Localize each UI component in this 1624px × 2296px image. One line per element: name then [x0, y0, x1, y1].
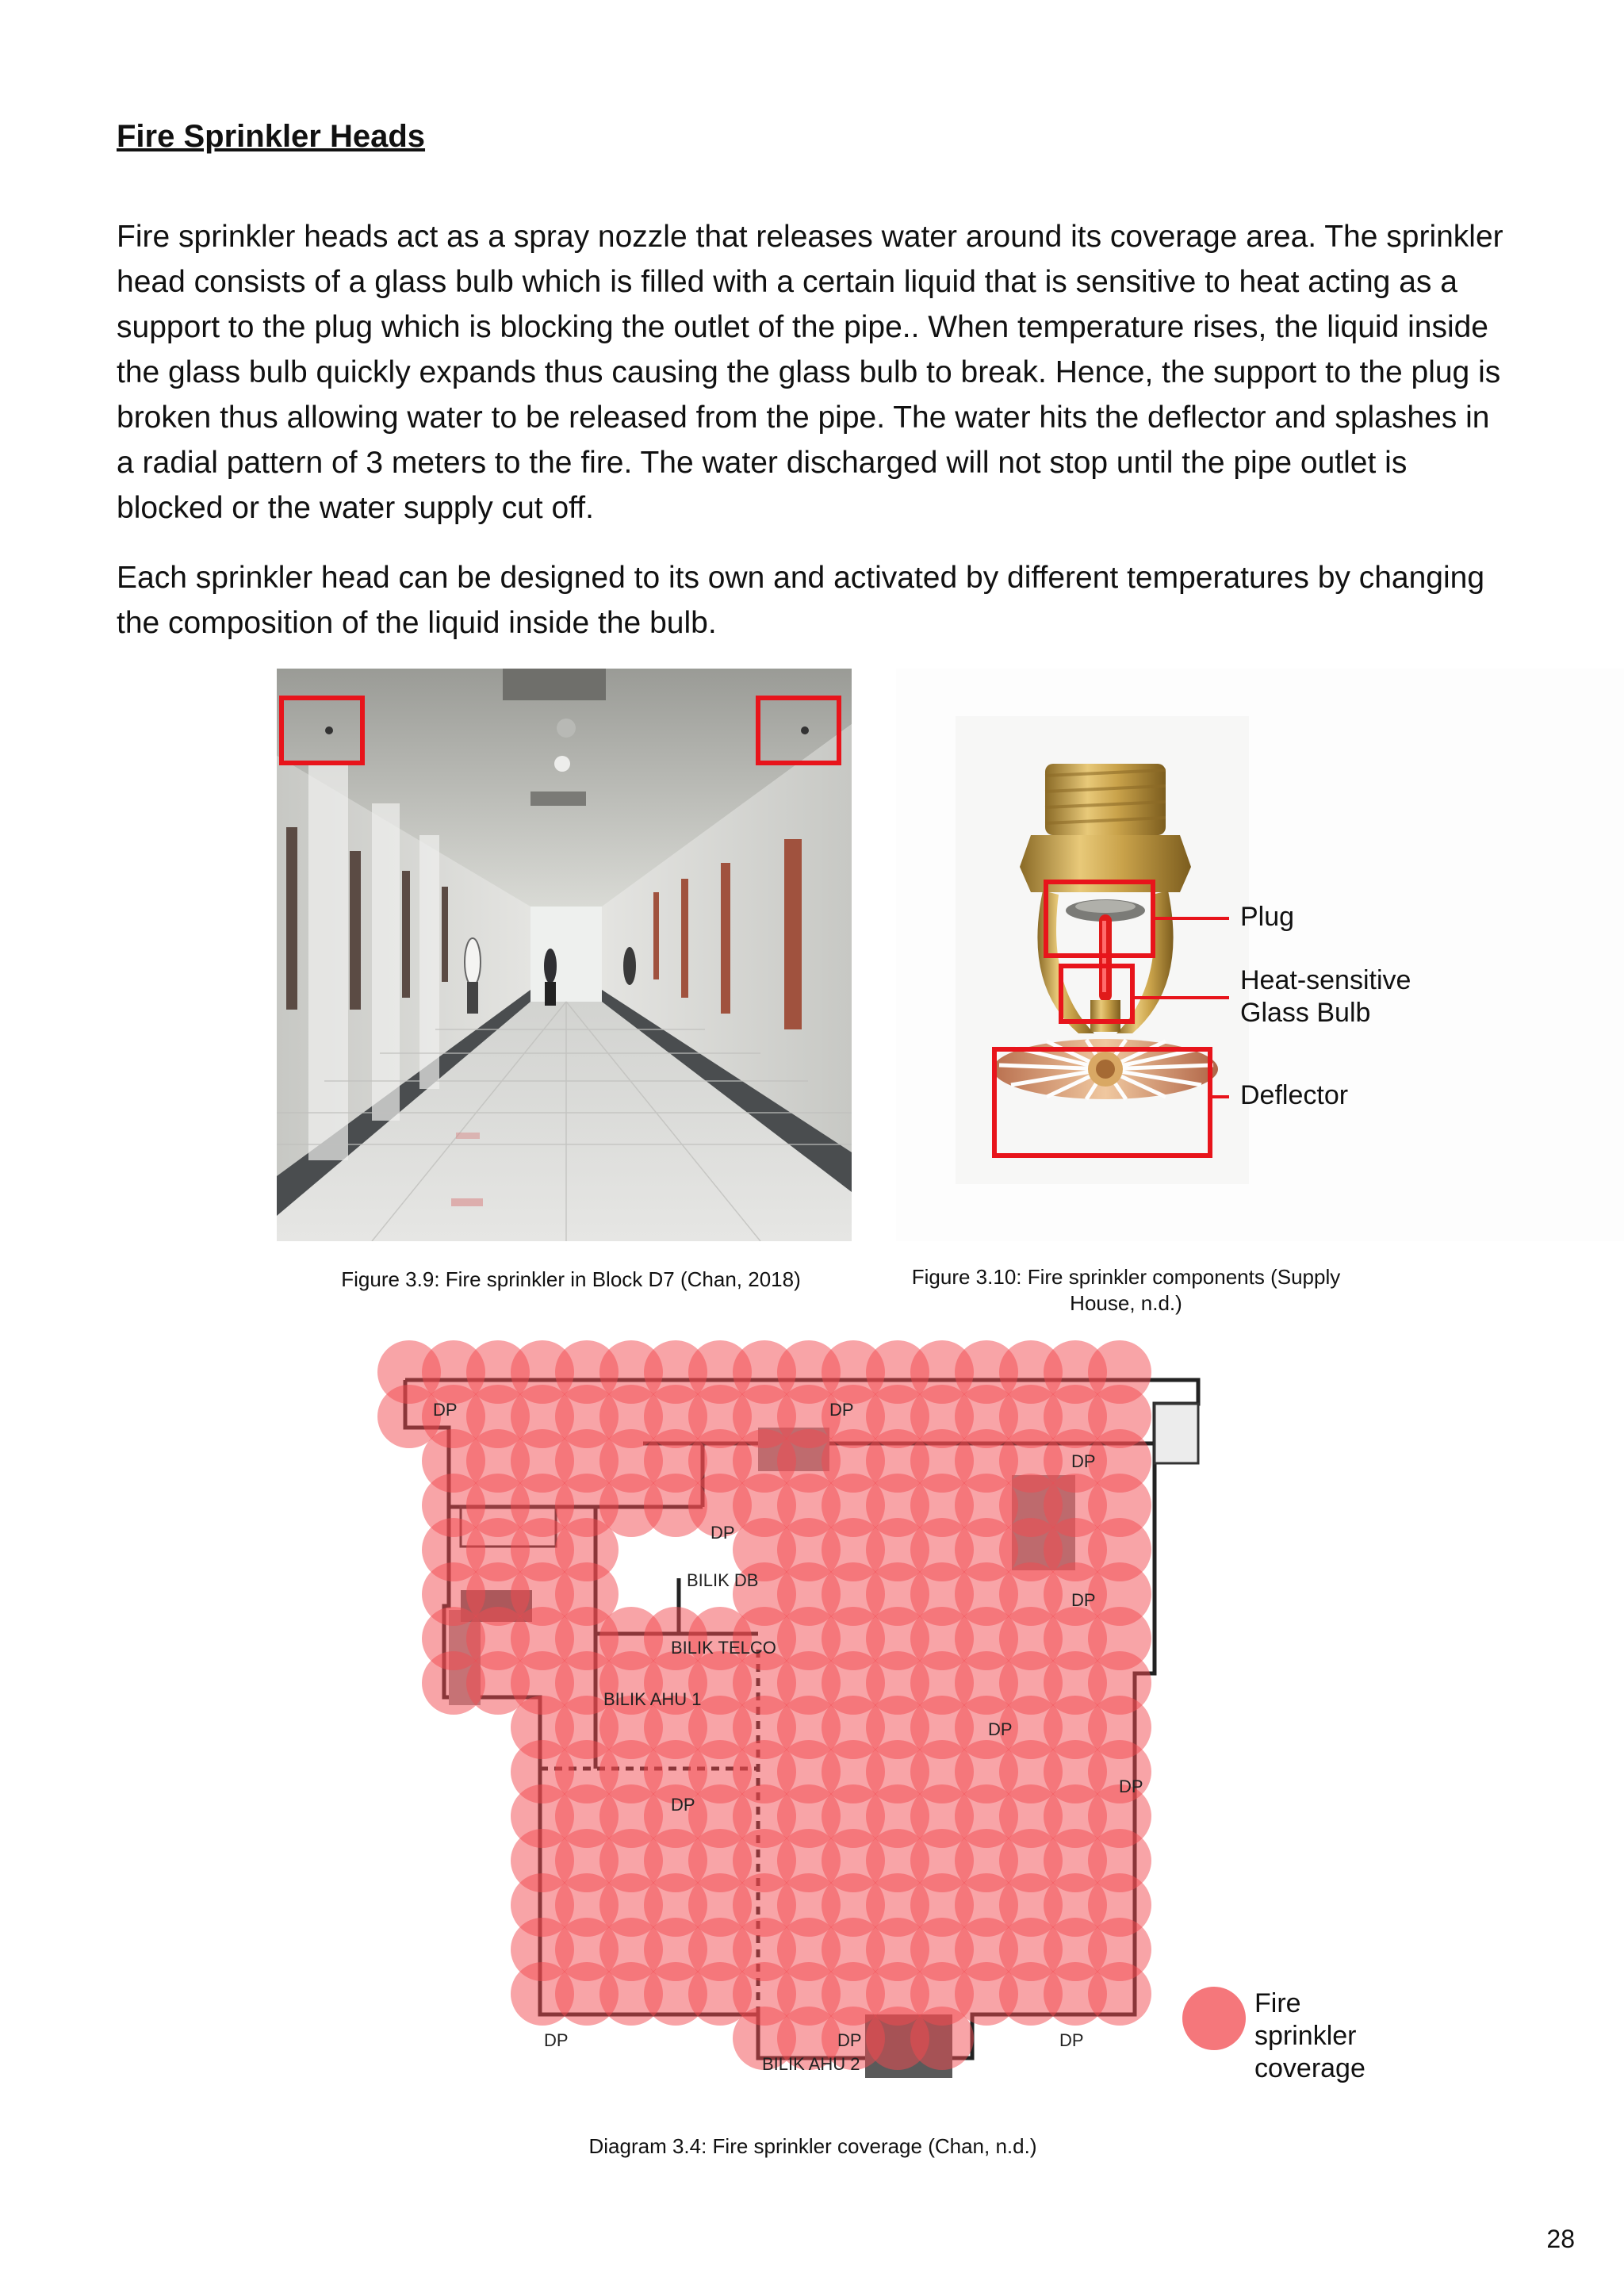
body-paragraph-2: Each sprinkler head can be designed to its own and activated by different temperatures by changing the composition of the liquid inside the bulb. — [117, 561, 1485, 640]
page-number: 28 — [1546, 2225, 1575, 2253]
plan-label-dp: DP — [837, 2030, 862, 2050]
plan-label-bilik-telco: BILIK TELCO — [671, 1638, 776, 1658]
plan-label-bilik-ahu2: BILIK AHU 2 — [762, 2054, 860, 2074]
figure-3-10-caption: Figure 3.10: Fire sprinkler components (Supply House, n.d.) — [911, 1265, 1341, 1315]
figure-3-9-caption: Figure 3.9: Fire sprinkler in Block D7 (Chan, 2018) — [341, 1267, 801, 1291]
sprinkler-head-left — [325, 726, 333, 734]
plan-label-dp: DP — [1059, 2030, 1084, 2050]
body-paragraph-1: Fire sprinkler heads act as a spray nozzle that releases water around its coverage area. The sprinkler head consists of a glass bulb which is filled with a certain liquid that is sensitive to heat acting as a support to the plug which is blocking the outlet of the pipe.. When temperature rises, the liquid inside the glass bulb quickly expands thus causing the glass bulb to break. Hence, the support to the plug is broken thus allowing water to be released from the pipe. The water hits the deflector and splashes in a radial pattern of 3 meters to the fire. The water discharged will not stop until the pipe outlet is blocked or the water supply cut off. — [117, 220, 1503, 525]
plan-label-dp: DP — [1071, 1590, 1096, 1610]
diagram-3-4-caption: Diagram 3.4: Fire sprinkler coverage (Chan, n.d.) — [588, 2134, 1037, 2158]
plan-label-dp: DP — [1119, 1777, 1143, 1796]
section-heading: Fire Sprinkler Heads — [117, 119, 426, 154]
plan-label-dp: DP — [988, 1719, 1013, 1739]
coverage-circle — [910, 2007, 974, 2070]
plan-label-dp: DP — [1071, 1451, 1096, 1471]
corridor-photo — [277, 669, 852, 1241]
plan-label-dp: DP — [710, 1523, 735, 1543]
legend-coverage-swatch — [1178, 1983, 1250, 2054]
deflector-label: Deflector — [1240, 1080, 1349, 1110]
coverage-circle — [1088, 1962, 1151, 2026]
plan-label-dp: DP — [433, 1400, 458, 1420]
glass-bulb-label: Heat-sensitive Glass Bulb — [1240, 965, 1411, 1028]
plan-label-dp: DP — [671, 1795, 695, 1815]
plan-label-dp: DP — [544, 2030, 569, 2050]
legend-coverage-label: Fire sprinkler coverage — [1254, 1988, 1365, 2083]
sprinkler-head-right — [801, 726, 809, 734]
plan-label-dp: DP — [829, 1400, 854, 1420]
sprinkler-coverage-plan — [314, 1317, 1365, 2149]
sprinkler-components-figure — [896, 669, 1624, 1241]
plan-label-bilik-ahu1: BILIK AHU 1 — [603, 1689, 702, 1709]
plug-label: Plug — [1240, 902, 1295, 932]
plan-label-bilik-db: BILIK DB — [687, 1570, 759, 1590]
